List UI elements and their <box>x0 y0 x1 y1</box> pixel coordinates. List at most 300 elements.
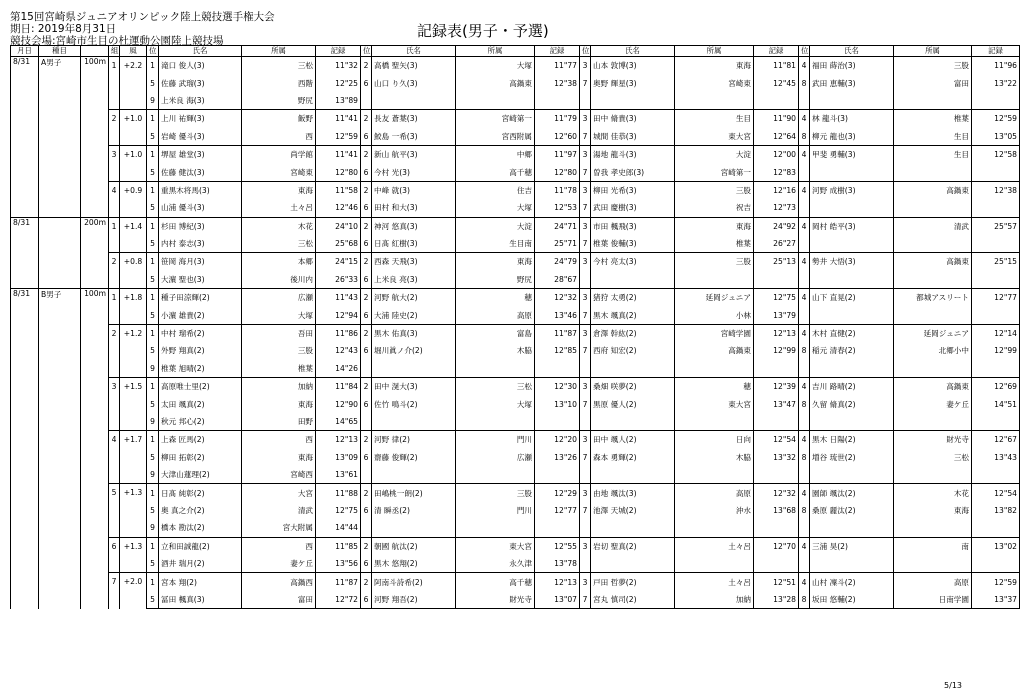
result-time <box>754 519 799 537</box>
results-table <box>10 45 1020 609</box>
athlete-name: 城間 佳恭(3) <box>591 128 675 146</box>
event-date: 8/31 <box>11 289 39 609</box>
result-time: 12"39 <box>754 378 799 396</box>
result-place: 2 <box>361 378 372 396</box>
result-time: 11"77 <box>535 57 580 75</box>
athlete-team: 東大宮 <box>456 537 535 555</box>
athlete-team: 財光寺 <box>894 431 972 449</box>
result-place: 1 <box>147 378 159 396</box>
column-header: 位 <box>361 46 372 57</box>
result-time: 12"75 <box>316 502 361 519</box>
heat-number: 5 <box>109 484 120 537</box>
result-place: 4 <box>799 431 810 449</box>
result-place: 1 <box>147 217 159 235</box>
result-time <box>754 92 799 110</box>
athlete-team: 南 <box>894 537 972 555</box>
athlete-name: 岩切 聖真(2) <box>591 537 675 555</box>
result-place: 1 <box>147 253 159 271</box>
athlete-name: 今村 光(3) <box>372 163 456 181</box>
result-time: 11"78 <box>535 181 580 199</box>
athlete-team: 土々呂 <box>675 573 754 591</box>
column-header: 所属 <box>456 46 535 57</box>
athlete-team: 都城アスリート <box>894 289 972 307</box>
athlete-team <box>456 413 535 431</box>
heat-wind: +1.0 <box>120 110 147 146</box>
result-time: 26"27 <box>754 235 799 253</box>
result-place: 1 <box>147 289 159 307</box>
page-title: 記録表(男子・予選) <box>417 22 549 40</box>
result-time: 11"90 <box>754 110 799 128</box>
result-time: 12"77 <box>972 289 1020 307</box>
result-time <box>972 92 1020 110</box>
result-time: 13"47 <box>754 395 799 412</box>
athlete-team: 広瀬 <box>456 449 535 466</box>
result-time: 12"25 <box>316 74 361 91</box>
result-time: 11"87 <box>316 573 361 591</box>
athlete-name: 武田 慶樹(3) <box>591 199 675 217</box>
result-place: 6 <box>361 271 372 289</box>
event-distance: 100m <box>81 57 109 218</box>
result-place: 2 <box>361 431 372 449</box>
result-place <box>361 466 372 484</box>
athlete-name: 林 龍斗(3) <box>810 110 894 128</box>
athlete-team: 北郷小中 <box>894 342 972 359</box>
athlete-team: 東海 <box>675 217 754 235</box>
athlete-team: 穂 <box>675 378 754 396</box>
result-time: 12"45 <box>754 74 799 91</box>
athlete-team: 三松 <box>242 57 316 75</box>
athlete-team <box>456 466 535 484</box>
result-time: 13"02 <box>972 537 1020 555</box>
athlete-team: 木花 <box>894 484 972 502</box>
result-time <box>972 271 1020 289</box>
result-time: 13"78 <box>535 555 580 573</box>
result-time: 13"32 <box>754 449 799 466</box>
column-header: 記録 <box>535 46 580 57</box>
result-time: 12"59 <box>972 573 1020 591</box>
result-time: 12"77 <box>535 502 580 519</box>
athlete-team: 高千穂 <box>456 573 535 591</box>
page-number: 5/13 <box>944 681 962 690</box>
athlete-team: 三股 <box>675 181 754 199</box>
result-place: 5 <box>147 342 159 359</box>
athlete-name: 大濵 聖也(3) <box>159 271 242 289</box>
result-place: 3 <box>580 217 591 235</box>
result-place: 4 <box>799 217 810 235</box>
event-name <box>39 217 81 289</box>
result-time: 12"80 <box>535 163 580 181</box>
athlete-team <box>894 555 972 573</box>
athlete-team: 高原 <box>456 306 535 324</box>
athlete-name <box>810 92 894 110</box>
athlete-team: 東海 <box>242 449 316 466</box>
athlete-name <box>372 360 456 378</box>
table-row <box>11 128 1020 146</box>
athlete-team: 大淀 <box>456 217 535 235</box>
athlete-name <box>810 466 894 484</box>
athlete-team <box>894 199 972 217</box>
result-time: 13"28 <box>754 591 799 609</box>
athlete-name: 佐竹 鳴斗(2) <box>372 395 456 412</box>
result-time: 12"29 <box>535 484 580 502</box>
result-time: 24"71 <box>535 217 580 235</box>
athlete-team: 中郷 <box>456 145 535 163</box>
athlete-team: 高鍋東 <box>894 253 972 271</box>
result-time: 13"07 <box>535 591 580 609</box>
result-place <box>580 466 591 484</box>
athlete-name <box>372 92 456 110</box>
result-time: 12"32 <box>754 484 799 502</box>
result-time: 24"92 <box>754 217 799 235</box>
result-time: 12"94 <box>316 306 361 324</box>
result-time: 12"32 <box>535 289 580 307</box>
result-place: 5 <box>147 74 159 91</box>
result-place: 5 <box>147 591 159 609</box>
result-place: 7 <box>580 74 591 91</box>
result-place: 2 <box>361 484 372 502</box>
column-header: 氏名 <box>810 46 894 57</box>
athlete-name: 田嶋桃一朗(2) <box>372 484 456 502</box>
athlete-name: 椎葉 俊輔(3) <box>591 235 675 253</box>
athlete-name: 倉澤 幹紘(2) <box>591 324 675 342</box>
result-time: 11"79 <box>535 110 580 128</box>
table-row <box>11 484 1020 502</box>
result-time: 12"99 <box>972 342 1020 359</box>
athlete-name: 園師 颯汰(2) <box>810 484 894 502</box>
athlete-team: 野尻 <box>456 271 535 289</box>
athlete-name: 柳田 光希(3) <box>591 181 675 199</box>
heat-number: 2 <box>109 253 120 289</box>
result-time: 12"99 <box>754 342 799 359</box>
athlete-team: 財光寺 <box>456 591 535 609</box>
result-place: 2 <box>361 537 372 555</box>
result-place <box>799 360 810 378</box>
result-place: 4 <box>799 110 810 128</box>
athlete-team: 宮崎東 <box>675 74 754 91</box>
result-place: 3 <box>580 537 591 555</box>
result-time: 12"54 <box>754 431 799 449</box>
result-time: 12"38 <box>535 74 580 91</box>
result-time: 25"13 <box>754 253 799 271</box>
result-place: 3 <box>580 573 591 591</box>
result-place: 6 <box>361 306 372 324</box>
result-time: 13"09 <box>316 449 361 466</box>
athlete-name: 池澤 天城(2) <box>591 502 675 519</box>
table-row <box>11 110 1020 128</box>
result-time: 12"13 <box>316 431 361 449</box>
column-header: 風 <box>120 46 147 57</box>
athlete-team: 東海 <box>675 57 754 75</box>
result-place <box>580 519 591 537</box>
athlete-team: 宮崎第一 <box>456 110 535 128</box>
result-place: 9 <box>147 519 159 537</box>
result-place: 5 <box>147 271 159 289</box>
athlete-name: 柳田 拓彰(2) <box>159 449 242 466</box>
athlete-name: 武田 恵輔(3) <box>810 74 894 91</box>
athlete-name: 立和田誠龍(2) <box>159 537 242 555</box>
column-header: 記録 <box>316 46 361 57</box>
athlete-name: 田中 脩貴(3) <box>591 110 675 128</box>
result-place: 4 <box>799 573 810 591</box>
result-place <box>799 163 810 181</box>
athlete-name: 中村 瑠希(2) <box>159 324 242 342</box>
result-time: 11"88 <box>316 484 361 502</box>
result-time: 13"26 <box>535 449 580 466</box>
athlete-team: 三股 <box>242 342 316 359</box>
result-place: 1 <box>147 431 159 449</box>
athlete-team: 東大宮 <box>675 128 754 146</box>
athlete-name: 清 瞬丞(2) <box>372 502 456 519</box>
result-time: 11"87 <box>535 324 580 342</box>
result-time: 12"60 <box>535 128 580 146</box>
athlete-name <box>810 306 894 324</box>
athlete-name: 堀川眞ノ介(2) <box>372 342 456 359</box>
athlete-team: 三股 <box>894 57 972 75</box>
athlete-name: 曽我 孝史郎(3) <box>591 163 675 181</box>
athlete-name <box>591 555 675 573</box>
table-row <box>11 591 1020 609</box>
athlete-name: 佐藤 健汰(3) <box>159 163 242 181</box>
result-time: 13"22 <box>972 74 1020 91</box>
athlete-name <box>591 466 675 484</box>
result-time: 12"80 <box>316 163 361 181</box>
athlete-name: 桑原 麗汰(2) <box>810 502 894 519</box>
meet-date: 期日: 2019年8月31日 <box>10 23 117 35</box>
athlete-team: 三股 <box>456 484 535 502</box>
athlete-team <box>675 271 754 289</box>
result-time: 12"90 <box>316 395 361 412</box>
athlete-name: 大浦 陸史(2) <box>372 306 456 324</box>
result-place: 4 <box>799 253 810 271</box>
table-row <box>11 217 1020 235</box>
result-time <box>535 360 580 378</box>
table-row <box>11 502 1020 519</box>
result-place: 6 <box>361 395 372 412</box>
result-time: 28"67 <box>535 271 580 289</box>
athlete-team <box>675 92 754 110</box>
result-time: 12"20 <box>535 431 580 449</box>
result-place: 3 <box>580 378 591 396</box>
result-time: 12"55 <box>535 537 580 555</box>
result-place <box>361 360 372 378</box>
column-header: 記録 <box>754 46 799 57</box>
athlete-name: 西府 知宏(2) <box>591 342 675 359</box>
athlete-team <box>456 360 535 378</box>
result-place <box>799 555 810 573</box>
heat-number: 7 <box>109 573 120 609</box>
athlete-team <box>894 360 972 378</box>
result-place: 7 <box>580 163 591 181</box>
athlete-team: 小林 <box>675 306 754 324</box>
table-row <box>11 413 1020 431</box>
athlete-team: 宮崎学園 <box>675 324 754 342</box>
result-place <box>361 413 372 431</box>
heat-number: 1 <box>109 217 120 253</box>
athlete-team: 大宮 <box>242 484 316 502</box>
athlete-team: 延岡ジュニア <box>675 289 754 307</box>
result-place: 1 <box>147 324 159 342</box>
result-place <box>361 92 372 110</box>
result-place: 2 <box>361 57 372 75</box>
result-time: 12"59 <box>972 110 1020 128</box>
athlete-team: 土々呂 <box>675 537 754 555</box>
result-place <box>799 235 810 253</box>
athlete-team: 大淀 <box>675 145 754 163</box>
result-place: 8 <box>799 502 810 519</box>
result-time: 24"15 <box>316 253 361 271</box>
result-time: 12"67 <box>972 431 1020 449</box>
athlete-team <box>894 413 972 431</box>
athlete-team: 西 <box>242 431 316 449</box>
result-time: 13"46 <box>535 306 580 324</box>
heat-wind: +0.8 <box>120 253 147 289</box>
result-place: 6 <box>361 449 372 466</box>
result-place <box>361 519 372 537</box>
result-time: 12"00 <box>754 145 799 163</box>
table-row <box>11 537 1020 555</box>
athlete-team: 生目 <box>675 110 754 128</box>
athlete-name: 鮫島 一希(3) <box>372 128 456 146</box>
result-time: 13"10 <box>535 395 580 412</box>
result-time: 13"05 <box>972 128 1020 146</box>
athlete-name: 黒木 颯真(2) <box>591 306 675 324</box>
athlete-team: 宮西附属 <box>456 128 535 146</box>
column-header: 位 <box>580 46 591 57</box>
table-row <box>11 57 1020 75</box>
athlete-team: 本郷 <box>242 253 316 271</box>
athlete-team: 加納 <box>675 591 754 609</box>
athlete-team: 東海 <box>894 502 972 519</box>
result-place: 9 <box>147 466 159 484</box>
table-row <box>11 324 1020 342</box>
athlete-team: 生目 <box>894 145 972 163</box>
result-time <box>972 413 1020 431</box>
result-time: 13"37 <box>972 591 1020 609</box>
result-time: 11"41 <box>316 145 361 163</box>
athlete-name: 宮丸 慎司(2) <box>591 591 675 609</box>
athlete-name: 河野 翔吾(2) <box>372 591 456 609</box>
result-place: 3 <box>580 431 591 449</box>
athlete-team: 住吉 <box>456 181 535 199</box>
result-time: 12"64 <box>754 128 799 146</box>
athlete-name: 奥 真之介(2) <box>159 502 242 519</box>
athlete-name: 神河 悠真(3) <box>372 217 456 235</box>
athlete-team: 宮崎西 <box>242 466 316 484</box>
result-time: 24"79 <box>535 253 580 271</box>
table-row <box>11 92 1020 110</box>
column-header: 氏名 <box>591 46 675 57</box>
result-time: 11"41 <box>316 110 361 128</box>
athlete-name <box>372 466 456 484</box>
result-time: 11"86 <box>316 324 361 342</box>
result-time: 12"13 <box>754 324 799 342</box>
result-place: 3 <box>580 181 591 199</box>
result-place: 1 <box>147 573 159 591</box>
result-time: 25"71 <box>535 235 580 253</box>
heat-wind: +1.3 <box>120 484 147 537</box>
athlete-name: 長友 蒼葉(3) <box>372 110 456 128</box>
result-time <box>972 360 1020 378</box>
athlete-team: 木脇 <box>456 342 535 359</box>
athlete-name: 市田 楓飛(3) <box>591 217 675 235</box>
result-place: 7 <box>580 395 591 412</box>
athlete-name: 奥野 輝星(3) <box>591 74 675 91</box>
result-time: 12"13 <box>535 573 580 591</box>
column-header: 所属 <box>675 46 754 57</box>
result-place <box>799 413 810 431</box>
athlete-name <box>810 163 894 181</box>
table-row <box>11 395 1020 412</box>
athlete-name: 内村 泰志(3) <box>159 235 242 253</box>
result-place: 8 <box>799 395 810 412</box>
athlete-name: 大津山蓮理(2) <box>159 466 242 484</box>
table-row <box>11 573 1020 591</box>
result-place: 1 <box>147 537 159 555</box>
result-time <box>754 555 799 573</box>
athlete-team: 吾田 <box>242 324 316 342</box>
result-place: 5 <box>147 502 159 519</box>
athlete-name: 河野 航大(2) <box>372 289 456 307</box>
table-row <box>11 449 1020 466</box>
result-time: 12"70 <box>754 537 799 555</box>
result-time: 11"85 <box>316 537 361 555</box>
athlete-team: 高鍋東 <box>456 74 535 91</box>
athlete-team: 木脇 <box>675 449 754 466</box>
athlete-team: 富島 <box>456 324 535 342</box>
heat-wind: +1.8 <box>120 289 147 325</box>
heat-number: 3 <box>109 378 120 431</box>
result-place <box>580 92 591 110</box>
athlete-name: 冨田 楓真(3) <box>159 591 242 609</box>
result-time <box>972 163 1020 181</box>
athlete-team: 椎葉 <box>894 110 972 128</box>
heat-number: 1 <box>109 289 120 325</box>
column-header: 氏名 <box>159 46 242 57</box>
table-row <box>11 519 1020 537</box>
athlete-name: 戸田 哲夢(2) <box>591 573 675 591</box>
athlete-name: 甲斐 勇輔(3) <box>810 145 894 163</box>
athlete-team: 高原 <box>894 573 972 591</box>
athlete-team: 三松 <box>456 378 535 396</box>
result-time: 11"97 <box>535 145 580 163</box>
athlete-team: 日向 <box>675 431 754 449</box>
athlete-name: 朝國 航汰(2) <box>372 537 456 555</box>
result-place: 1 <box>147 110 159 128</box>
athlete-name <box>810 360 894 378</box>
table-row <box>11 360 1020 378</box>
result-place: 4 <box>799 378 810 396</box>
result-time: 12"58 <box>972 145 1020 163</box>
result-place: 7 <box>580 591 591 609</box>
result-time <box>535 92 580 110</box>
result-place <box>580 413 591 431</box>
result-place: 1 <box>147 484 159 502</box>
result-time: 13"43 <box>972 449 1020 466</box>
table-header-row <box>11 46 1020 57</box>
result-time: 14"65 <box>316 413 361 431</box>
athlete-name: 秋元 邦心(2) <box>159 413 242 431</box>
event-distance: 200m <box>81 217 109 289</box>
result-time: 13"56 <box>316 555 361 573</box>
athlete-name: 三浦 昊(2) <box>810 537 894 555</box>
result-place: 6 <box>361 74 372 91</box>
result-place: 1 <box>147 57 159 75</box>
result-place: 8 <box>799 591 810 609</box>
athlete-name: 桑畑 咲夢(2) <box>591 378 675 396</box>
column-header: 氏名 <box>372 46 456 57</box>
athlete-team: 三松 <box>242 235 316 253</box>
athlete-team: 椎葉 <box>242 360 316 378</box>
